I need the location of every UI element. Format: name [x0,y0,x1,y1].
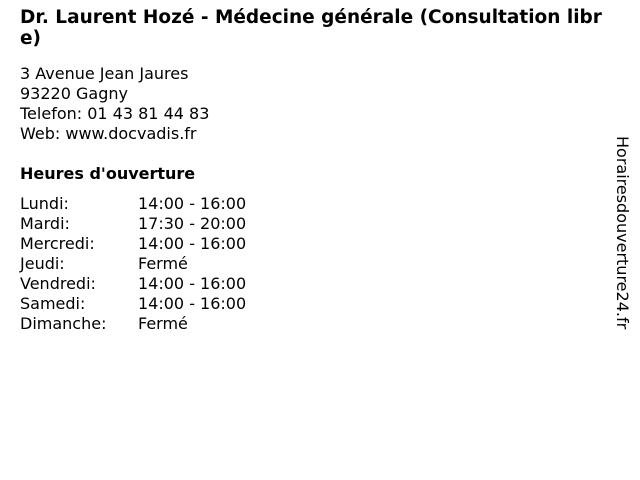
hours-row-sunday [20,314,246,334]
day-hours: 14:00 - 16:00 [138,294,247,313]
street-address: 3 Avenue Jean Jaures [20,64,189,83]
day-label: Jeudi: [20,254,65,273]
opening-hours-heading: Heures d'ouverture [20,164,196,183]
page-title: Dr. Laurent Hozé - Médecine générale (Consultation libre) [20,7,602,49]
day-label: Samedi: [20,294,86,313]
day-label: Dimanche: [20,314,107,333]
address-block [20,64,209,144]
hours-row-monday [20,194,246,214]
website: Web: www.docvadis.fr [20,124,197,143]
day-hours: 17:30 - 20:00 [138,214,247,233]
day-hours: 14:00 - 16:00 [138,234,247,253]
day-hours: 14:00 - 16:00 [138,194,247,213]
day-label: Vendredi: [20,274,96,293]
hours-row-tuesday [20,214,246,234]
hours-row-wednesday [20,234,246,254]
day-hours: Fermé [138,254,188,273]
hours-row-thursday [20,254,246,274]
day-label: Mardi: [20,214,70,233]
hours-row-friday [20,274,246,294]
day-hours: 14:00 - 16:00 [138,274,247,293]
opening-hours-table [20,194,246,334]
phone-number: Telefon: 01 43 81 44 83 [20,104,210,123]
day-hours: Fermé [138,314,188,333]
day-label: Lundi: [20,194,69,213]
hours-row-saturday [20,294,246,314]
day-label: Mercredi: [20,234,95,253]
site-watermark: Horairesdouverture24.fr [613,136,632,330]
city-postcode: 93220 Gagny [20,84,128,103]
